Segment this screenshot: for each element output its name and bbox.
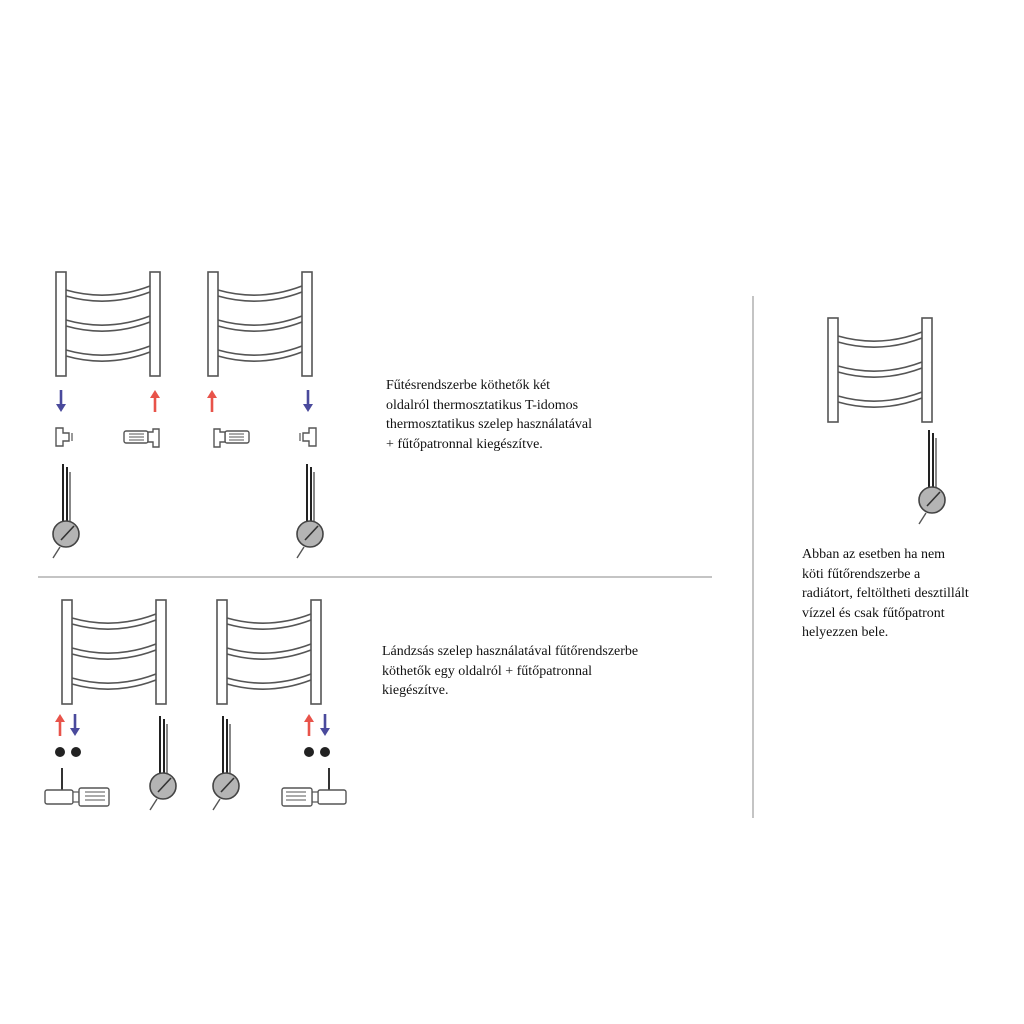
heater-icon — [53, 464, 79, 558]
caption-electric-only: Abban az esetben ha nem köti fűtőrendszerbe a radiátort, feltöltheti desztillált vízzel és csak fűtőpatront helyezzen bele. — [802, 547, 969, 640]
thermostatic-valve-icon — [124, 429, 159, 447]
return-arrow-icon — [320, 714, 330, 736]
heater-icon — [297, 464, 323, 558]
thermostatic-valve-icon — [214, 429, 249, 447]
supply-arrow-icon — [55, 714, 65, 736]
diagram-one-side-lance — [45, 600, 346, 810]
lance-valve-icon — [282, 768, 346, 806]
radiator-icon — [208, 272, 312, 376]
heater-icon — [213, 716, 239, 810]
radiator-icon — [217, 600, 321, 704]
return-arrow-icon — [303, 390, 313, 412]
supply-arrow-icon — [304, 714, 314, 736]
lance-valve-icon — [45, 768, 109, 806]
supply-arrow-icon — [150, 390, 160, 412]
supply-arrow-icon — [207, 390, 217, 412]
return-arrow-icon — [56, 390, 66, 412]
pipe-stubs-icon — [55, 747, 81, 757]
radiator-icon — [62, 600, 166, 704]
diagram-two-side-thermostatic — [53, 272, 323, 558]
t-piece-valve-icon — [300, 428, 316, 446]
radiator-icon — [56, 272, 160, 376]
return-arrow-icon — [70, 714, 80, 736]
pipe-stubs-icon — [304, 747, 330, 757]
caption-two-side-connection: Fűtésrendszerbe köthetők két oldalról thermosztatikus T-idomos thermosztatikus szelep használatával + fűtőpatronnal kiegészítve. — [386, 378, 593, 452]
heater-icon — [150, 716, 176, 810]
caption-one-side-connection: Lándzsás szelep használatával fűtőrendszerbe köthetők egy oldalról + fűtőpatronnal kiegészítve. — [382, 644, 639, 698]
heater-icon — [919, 430, 945, 524]
diagram-electric-only — [828, 318, 945, 524]
t-piece-valve-icon — [56, 428, 72, 446]
radiator-icon — [828, 318, 932, 422]
